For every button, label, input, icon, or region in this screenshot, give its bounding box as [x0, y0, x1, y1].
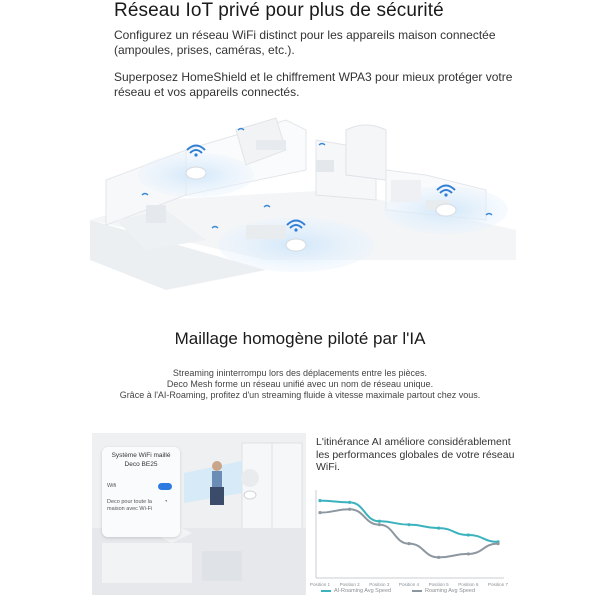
ai-roaming-point — [467, 533, 470, 536]
legend-ai-swatch — [321, 590, 331, 592]
mesh-line-3: Grâce à l'AI-Roaming, profitez d'un streaming fluide à vitesse maximale partout chez vous. — [119, 390, 481, 400]
roaming-point — [437, 556, 440, 559]
house-illustration — [86, 110, 516, 295]
legend-roaming — [412, 588, 475, 594]
roaming-point — [407, 542, 410, 545]
legend-roaming-swatch — [412, 590, 422, 592]
roaming-speed-chart — [309, 488, 509, 600]
legend-ai — [321, 588, 391, 594]
device-line2: maison avec Wi-Fi — [107, 506, 153, 512]
roaming-point — [318, 511, 321, 514]
roaming-point — [378, 523, 381, 526]
x-tick-label: Position 3 — [369, 582, 390, 587]
x-tick-label: Position 4 — [398, 582, 420, 587]
legend-ai-label: AI-Roaming Avg Speed — [334, 588, 392, 594]
ai-roaming-point — [378, 520, 381, 523]
mesh-line-1: Streaming ininterrompu lors des déplacements entre les pièces. — [172, 368, 428, 378]
wifi-label: Wifi — [107, 483, 117, 489]
device-line1: Deco pour toute la — [107, 499, 152, 505]
ai-roaming-point — [437, 527, 440, 530]
section-title-iot: Réseau IoT privé pour plus de sécurité — [114, 0, 444, 21]
mesh-description — [0, 368, 600, 401]
chart-caption: L'itinérance AI améliore considérablement les performances globales de votre réseau WiFi. — [316, 436, 515, 473]
ai-roaming-point — [407, 523, 410, 526]
roaming-point — [348, 508, 351, 511]
phone-title-line2: Deco BE25 — [124, 461, 158, 468]
x-tick-label: Position 2 — [339, 582, 360, 587]
phone-title-line1: Système WiFi maillé — [111, 452, 171, 459]
roaming-photo — [92, 433, 306, 595]
ai-roaming-point — [318, 499, 321, 502]
wifi-row — [107, 483, 116, 489]
roaming-point — [496, 542, 499, 545]
roaming-line — [320, 509, 498, 557]
x-tick-label: Position 6 — [458, 582, 479, 587]
paragraph-iot-network: Configurez un réseau WiFi distinct pour les appareils maison connectée (ampoules, prises, caméras, etc.). — [114, 28, 496, 57]
wifi-signal-icon: ◔ — [164, 499, 168, 505]
ai-roaming-line — [320, 501, 498, 542]
ai-roaming-point — [348, 501, 351, 504]
roaming-point — [467, 552, 470, 555]
phone-screen-card — [102, 447, 180, 537]
paragraph-homeshield: Superposez HomeShield et le chiffrement WPA3 pour mieux protéger votre réseau et vos appareils connectés. — [114, 70, 513, 99]
mesh-line-2: Deco Mesh forme un réseau unifié avec un nom de réseau unique. — [166, 379, 434, 389]
legend-roaming-label: Roaming Avg Speed — [425, 588, 476, 594]
x-tick-label: Position 5 — [428, 582, 449, 587]
device-row — [107, 499, 152, 513]
section-title-mesh: Maillage homogène piloté par l'IA — [174, 329, 426, 348]
x-tick-label: Position 1 — [309, 582, 331, 587]
x-tick-label: Position 7 — [487, 582, 509, 587]
phone-card-title — [102, 451, 180, 469]
wifi-toggle — [158, 483, 172, 490]
